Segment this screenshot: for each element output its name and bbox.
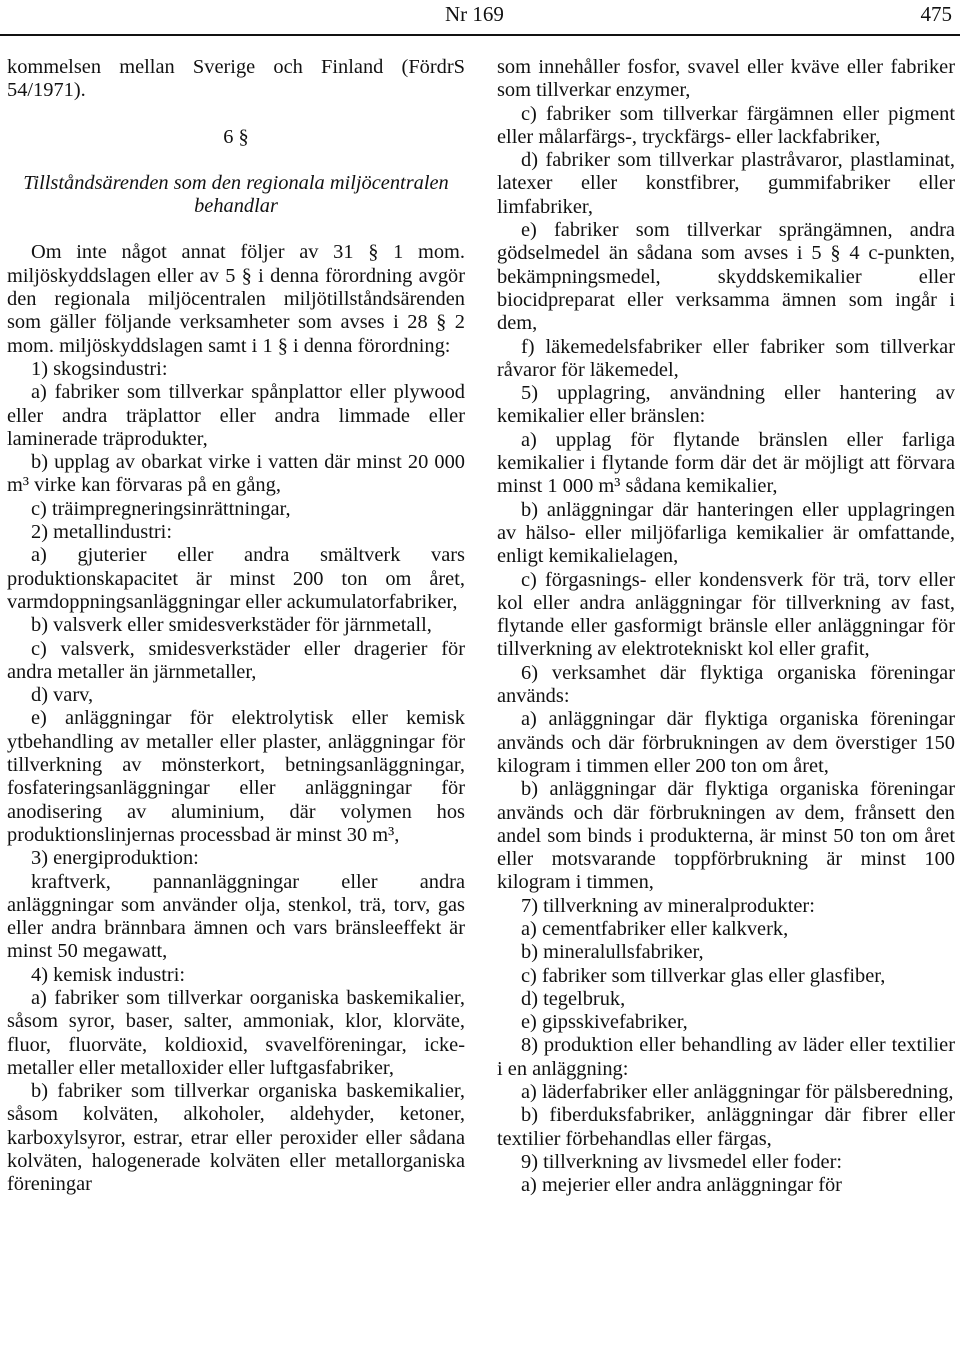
list-item: c) valsverk, smidesverkstäder eller dragerier för andra metaller än järnmetaller, bbox=[7, 637, 465, 683]
list-item: d) tegelbruk, bbox=[521, 987, 626, 1010]
list-item: b) mineralullsfabriker, bbox=[521, 941, 704, 964]
list-item: a) mejerier eller andra anläggningar för bbox=[521, 1174, 842, 1197]
list-item: 8) produktion eller behandling av läder eller textilier i en anläggning: bbox=[497, 1034, 955, 1080]
list-item: a) läderfabriker eller anläggningar för pälsberedning, bbox=[521, 1081, 954, 1104]
continued-paragraph: kommelsen mellan Sverige och Finland (FördrS 54/1971). bbox=[7, 56, 465, 102]
list-item: f) läkemedelsfabriker eller fabriker som tillverkar råvaror för läkemedel, bbox=[497, 335, 955, 381]
list-item: b) anläggningar där hanteringen eller upplagringen av hälso- eller miljöfarliga kemikalier är omfattande, enligt kemikalielagen, bbox=[497, 498, 955, 568]
list-item: b) fabriker som tillverkar organiska baskemikalier, såsom kolväten, alkoholer, aldehyder, ketoner, karboxylsyror, estrar, etrar eller peroxider eller sådana kolväten, halogenerade kolväten eller metallorganiska föreningar bbox=[7, 1080, 465, 1196]
list-item: b) valsverk eller smidesverkstäder för järnmetall, bbox=[31, 614, 432, 637]
list-item: a) cementfabriker eller kalkverk, bbox=[521, 917, 789, 940]
list-item: 9) tillverkning av livsmedel eller foder: bbox=[521, 1150, 843, 1173]
list-item: c) träimpregneringsinrättningar, bbox=[31, 497, 291, 520]
issue-number: Nr 169 bbox=[445, 2, 504, 26]
list-item: kraftverk, pannanläggningar eller andra anläggningar som använder olja, stenkol, trä, torv, gas eller andra brännbara ämnen och vars bränsleeffekt är minst 50 megawatt, bbox=[7, 870, 465, 963]
list-item: c) fabriker som tillverkar färgämnen eller pigment eller målarfärgs-, tryckfärgs- eller lackfabriker, bbox=[497, 102, 955, 148]
page-number: 475 bbox=[920, 2, 952, 26]
list-item: a) fabriker som tillverkar spånplattor eller plywood eller andra träplattor eller andra limmade eller laminerade träprodukter, bbox=[7, 381, 465, 450]
list-item: 5) upplagring, användning eller hantering av kemikalier eller bränslen: bbox=[497, 382, 955, 428]
left-column bbox=[7, 56, 465, 1197]
list-item: a) upplag för flytande bränslen eller farliga kemikalier i flytande form där det är möjligt att förvara minst 1 000 m³ sådana kemikalier, bbox=[497, 428, 955, 498]
list-item: b) upplag av obarkat virke i vatten där minst 20 000 m³ virke kan förvaras på en gång, bbox=[7, 451, 465, 497]
header-rule bbox=[0, 34, 960, 36]
list-item: 6) verksamhet där flyktiga organiska föreningar används: bbox=[497, 661, 955, 708]
list-item: b) fiberduksfabriker, anläggningar där fibrer eller textilier förbehandlas eller färgas, bbox=[497, 1104, 955, 1150]
list-item: e) gipsskivefabriker, bbox=[521, 1011, 688, 1034]
list-item: e) anläggningar för elektrolytisk eller kemisk ytbehandling av metaller eller plaster, anläggningar för tillverkning av mönsterkort, betningsanläggningar, fosfateringsanläggningar eller anläggningar för anodisering av aluminium, där volymen hos produktionslinjernas processbad är minst 30 m³, bbox=[7, 707, 465, 846]
continued-paragraph: som innehåller fosfor, svavel eller kväve eller fabriker som tillverkar enzymer, bbox=[497, 56, 955, 102]
list-item: 3) energiproduktion: bbox=[31, 847, 199, 870]
list-item: a) fabriker som tillverkar oorganiska baskemikalier, såsom syror, baser, salter, ammoniak, klor, klorväte, fluor, fluorväte, koldioxid, svavelföreningar, icke-metaller eller metalloxider eller luftgasfabriker, bbox=[7, 986, 465, 1079]
section-title: Tillståndsärenden som den regionala miljöcentralen behandlar bbox=[23, 171, 449, 218]
list-item: c) förgasnings- eller kondensverk för trä, torv eller kol eller andra anläggningar för tillverkning av fast, flytande eller gasformigt bränsle eller anläggningar för tillverkning av elektrotekniskt kol eller grafit, bbox=[497, 568, 955, 661]
list-item: a) gjuterier eller andra smältverk vars produktionskapacitet är minst 200 ton om året, varmdoppningsanläggningar eller ackumulatorfabriker, bbox=[7, 544, 465, 613]
list-item: d) fabriker som tillverkar plastråvaror, plastlaminat, latexer eller konstfibrer, gummifabriker eller limfabriker, bbox=[497, 149, 955, 218]
list-item: e) fabriker som tillverkar sprängämnen, andra gödselmedel än sådana som avses i 5 § 4 c-punkten, bekämpningsmedel, skyddskemikalier eller biocidpreparat eller verksamma ämnen som ingår i dem, bbox=[497, 219, 955, 335]
body-paragraph: Om inte något annat följer av 31 § 1 mom. miljöskyddslagen eller av 5 § i denna förordning avgör den regionala miljöcentralen miljötillståndsärenden som gäller följande verksamheter som avses i 28 § 2 mom. miljöskyddslagen samt i 1 § i denna förordning: bbox=[7, 241, 465, 357]
right-column bbox=[497, 56, 955, 1198]
section-number: 6 § bbox=[223, 125, 249, 148]
list-item: 7) tillverkning av mineralprodukter: bbox=[521, 894, 815, 917]
list-item: a) anläggningar där flyktiga organiska föreningar används och där förbrukningen av dem överstiger 150 kilogram i timmen eller 200 ton om året, bbox=[497, 708, 955, 777]
list-item: d) varv, bbox=[31, 684, 94, 707]
list-item: 1) skogsindustri: bbox=[31, 357, 168, 380]
list-item: b) anläggningar där flyktiga organiska föreningar används och där förbrukningen av dem, frånsett den andel som binds i produkterna, är minst 50 ton om året eller motsvarande toppförbrukning är minst 100 kilogram i timmen, bbox=[497, 778, 955, 894]
list-item: c) fabriker som tillverkar glas eller glasfiber, bbox=[521, 964, 886, 987]
list-item: 4) kemisk industri: bbox=[31, 963, 186, 986]
list-item: 2) metallindustri: bbox=[31, 521, 173, 544]
